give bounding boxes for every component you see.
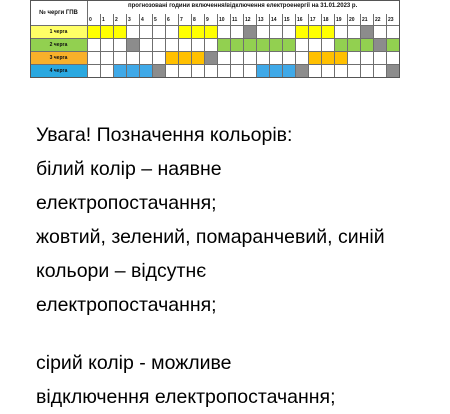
- outage-schedule-table: [30, 0, 410, 83]
- hour-label: 11: [231, 14, 244, 26]
- notice-line-3: електропостачання;: [36, 192, 217, 214]
- hour-label: 21: [361, 14, 374, 26]
- hour-label: 1: [101, 14, 114, 26]
- hour-label: 13: [257, 14, 270, 26]
- notice-line-1: Увага! Позначення кольорів:: [36, 124, 293, 146]
- notice-line-5: кольори – відсутнє: [36, 260, 207, 282]
- hour-label: 23: [387, 14, 400, 26]
- queue-label: 1 черга: [30, 26, 88, 39]
- notice-spacer: [36, 322, 441, 346]
- hour-label: 7: [179, 14, 192, 26]
- notice-line-7: сірий колір - можливе: [36, 352, 232, 374]
- queue-header: № черги ГПВ: [30, 0, 88, 26]
- schedule-subtitle: прогнозовані години включення/відключення електроенергії на 31.01.2023 р.: [128, 3, 358, 9]
- hour-label: 15: [283, 14, 296, 26]
- table-frame: [30, 0, 400, 78]
- hour-label: 8: [192, 14, 205, 26]
- hour-label: 0: [88, 14, 101, 26]
- hour-label: 10: [218, 14, 231, 26]
- hour-label: 20: [348, 14, 361, 26]
- notice-line-6: електропостачання;: [36, 294, 217, 316]
- hour-label: 16: [296, 14, 309, 26]
- hour-label: 4: [140, 14, 153, 26]
- hour-label: 18: [322, 14, 335, 26]
- hour-label: 17: [309, 14, 322, 26]
- queue-label: 2 черга: [30, 39, 88, 52]
- hour-label: 22: [374, 14, 387, 26]
- notice-line-4: жовтий, зелений, помаранчевий, синій: [36, 226, 385, 248]
- hour-label: 5: [153, 14, 166, 26]
- hour-label: 2: [114, 14, 127, 26]
- color-legend-notice: [36, 118, 441, 414]
- queue-label: 3 черга: [30, 52, 88, 65]
- hour-label: 14: [270, 14, 283, 26]
- hour-label: 19: [335, 14, 348, 26]
- hour-label: 6: [166, 14, 179, 26]
- notice-line-8: відключення електропостачання;: [36, 386, 336, 408]
- hour-label: 12: [244, 14, 257, 26]
- notice-line-2: білий колір – наявне: [36, 158, 222, 180]
- hour-label: 3: [127, 14, 140, 26]
- queue-label: 4 черга: [30, 65, 88, 78]
- hour-label: 9: [205, 14, 218, 26]
